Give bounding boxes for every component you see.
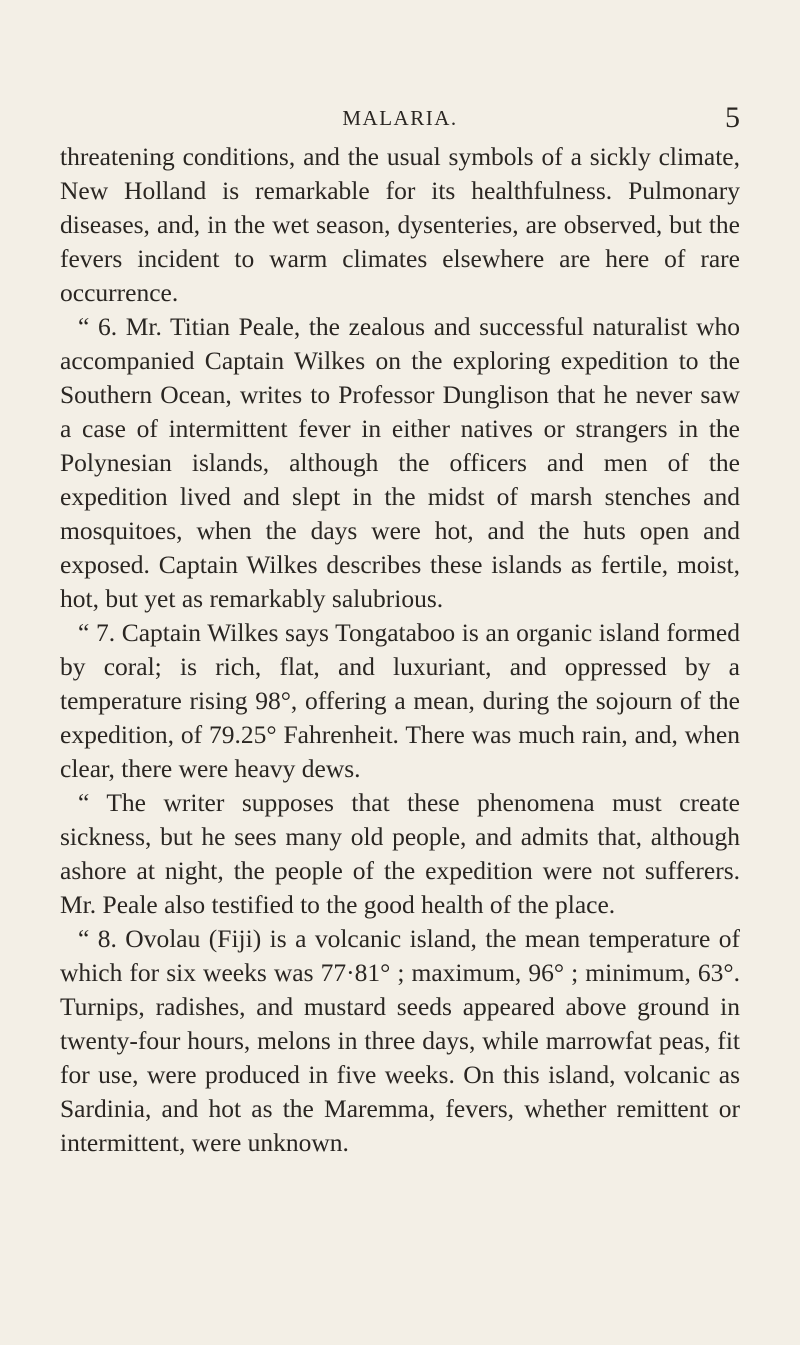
paragraph-writer-supposes: “ The writer supposes that these phenomena must create sickness, but he sees many old people, and admits that, although ashore at night, the people of the expedition were not sufferers. Mr. Peale also testified to the good health of the place.: [60, 788, 740, 919]
running-head: [60, 100, 740, 136]
paragraph-continuation: threatening conditions, and the usual symbols of a sickly climate, New Holland is remarkable for its healthfulness. Pulmonary diseases, and, in the wet season, dysenteries, are observed, but the fevers incident to warm climates elsewhere are here of rare occurrence.: [60, 142, 740, 307]
paragraph-7-tongataboo: “ 7. Captain Wilkes says Tongataboo is an organic island formed by coral; is rich, flat, and luxuriant, and oppressed by a temperature rising 98°, offering a mean, during the sojourn of the expedition, of 79.25° Fahrenheit. There was much rain, and, when clear, there were heavy dews.: [60, 618, 740, 783]
paragraph-6-peale: “ 6. Mr. Titian Peale, the zealous and successful naturalist who accompanied Captain Wilkes on the exploring expedition to the Southern Ocean, writes to Professor Dunglison that he never saw a case of intermittent fever in either natives or strangers in the Polynesian islands, although the officers and men of the expedition lived and slept in the midst of marsh stenches and mosquitoes, when the days were hot, and the huts open and exposed. Captain Wilkes describes these islands as fertile, moist, hot, but yet as remarkably salubrious.: [60, 312, 740, 613]
body-text: [60, 140, 740, 1160]
running-title: MALARIA.: [342, 106, 458, 130]
paragraph-8-ovolau: “ 8. Ovolau (Fiji) is a volcanic island, the mean temperature of which for six weeks was 77·81° ; maximum, 96° ; minimum, 63°. Turnips, radishes, and mustard seeds appeared above ground in twenty-four hours, melons in three days, while marrowfat peas, fit for use, were produced in five weeks. On this island, volcanic as Sardinia, and hot as the Maremma, fevers, whether remittent or intermittent, were unknown.: [60, 924, 740, 1157]
page-number: 5: [725, 101, 740, 134]
